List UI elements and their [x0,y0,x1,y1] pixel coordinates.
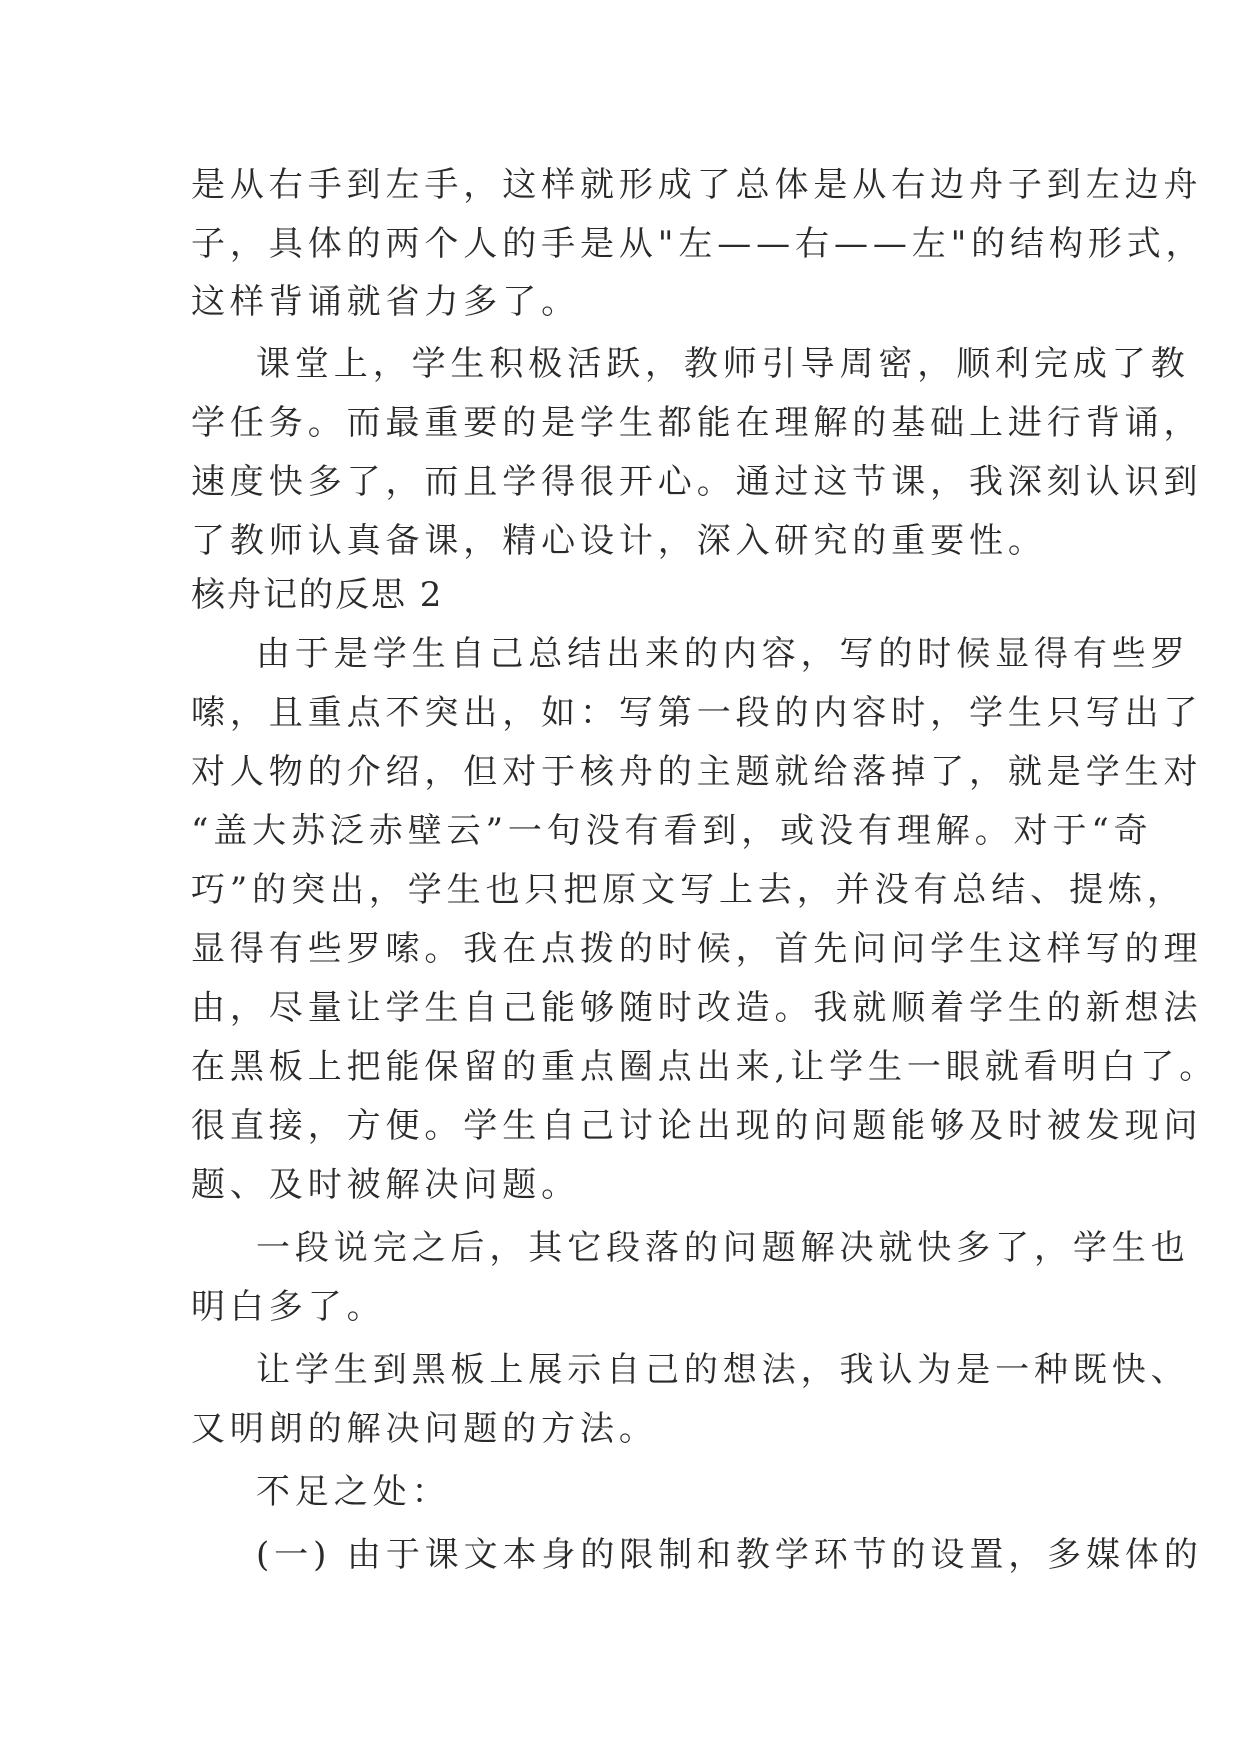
text-line: 了教师认真备课，精心设计，深入研究的重要性。 [191,521,1047,561]
text-line: 题、及时被解决问题。 [191,1165,580,1205]
text-line: 巧”的突出，学生也只把原文写上去，并没有总结、提炼， [191,870,1186,910]
text-line: 显得有些罗嗦。我在点拨的时候，首先问问学生这样写的理 [191,929,1203,969]
text-line: 很直接，方便。学生自己讨论出现的问题能够及时被发现问 [191,1106,1203,1146]
text-line: 学任务。而最重要的是学生都能在理解的基础上进行背诵， [191,403,1203,443]
text-line: 对人物的介绍，但对于核舟的主题就给落掉了，就是学生对 [191,752,1203,792]
text-line: 明白多了。 [191,1287,386,1327]
section-heading: 核舟记的反思 2 [191,575,444,615]
text-line: 在黑板上把能保留的重点圈点出来,让学生一眼就看明白了。 [191,1047,1219,1087]
text-line: 速度快多了，而且学得很开心。通过这节课，我深刻认识到 [191,462,1203,502]
text-line: 子，具体的两个人的手是从"左——右——左"的结构形式， [191,224,1205,264]
text-line: 由，尽量让学生自己能够随时改造。我就顺着学生的新想法 [191,988,1203,1028]
paragraph-first-line: 一段说完之后，其它段落的问题解决就快多了，学生也 [256,1228,1190,1268]
text-line: “盖大苏泛赤壁云”一句没有看到，或没有理解。对于“奇 [191,811,1153,851]
paragraph-first-line: 让学生到黑板上展示自己的想法，我认为是一种既快、 [256,1350,1190,1390]
text-line: 是从右手到左手，这样就形成了总体是从右边舟子到左边舟 [191,165,1203,205]
paragraph-first-line: 课堂上，学生积极活跃，教师引导周密，顺利完成了教 [256,344,1190,384]
text-line: 又明朗的解决问题的方法。 [191,1409,658,1449]
paragraph-first-line: 不足之处： [256,1472,451,1512]
paragraph-first-line: (一) 由于课文本身的限制和教学环节的设置，多媒体的 [256,1535,1203,1575]
text-line: 这样背诵就省力多了。 [191,282,580,322]
text-line: 嗦，且重点不突出，如：写第一段的内容时，学生只写出了 [191,693,1203,733]
paragraph-first-line: 由于是学生自己总结出来的内容，写的时候显得有些罗 [256,634,1190,674]
